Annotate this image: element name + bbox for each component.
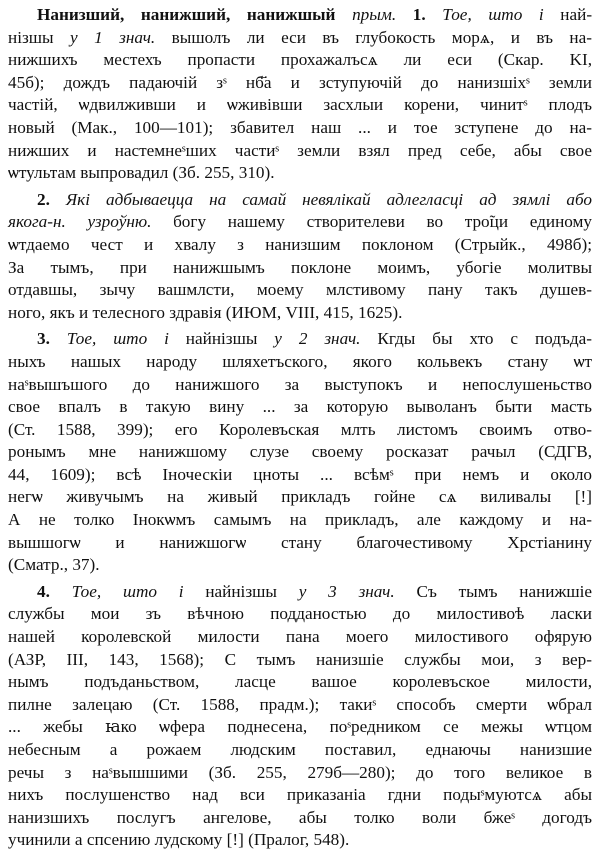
text-line [8,211,592,234]
text-line [8,626,592,649]
text-run: Съ тымъ нанижшіе [394,581,593,601]
text-run: наˢвышъшого до нанижшого за выступокъ и непослушеньство [8,374,592,394]
text-line [8,509,592,532]
text-line [8,189,592,212]
italic-gloss: у 3 знач. [276,581,395,601]
text-line [8,72,592,95]
italic-gloss: прым. [352,5,397,24]
text-line [8,807,592,830]
text-run [50,329,67,348]
text-line [8,302,592,325]
text-run: речы з наˢвышшими (Зб. 255, 279б—280); до того великое в [8,762,592,782]
text-run: найнізшы [183,581,277,601]
text-run: ѡтдаемо чест и хвалу з нанизшим поклоном (Стрыйк., 498б); [8,234,592,254]
text-line [8,162,592,185]
text-run: нізшы [8,27,54,47]
sense-number: 2. [37,189,50,209]
text-run: Кгды бы хто с подъда- [360,329,592,349]
headword: Нанизший, нанижший, нанижшый [37,5,336,24]
text-run [335,5,352,24]
text-line [8,328,592,351]
text-line [8,762,592,785]
text-run: (Сматр., 37). [8,555,100,575]
text-line [8,581,592,604]
text-line [8,441,592,464]
text-run: свое впалъ в такую вину ... за которую выволанъ быти масть [8,397,592,417]
italic-gloss: Тое, што і [66,329,169,349]
text-run: (Ст. 1588, 399); его Королевъская млть листомъ своимъ отво- [8,419,592,439]
text-run: вышолъ ли еси въ глубокость морѧ, и въ на- [155,27,592,47]
text-line [8,257,592,280]
text-line [8,532,592,555]
text-run [396,5,413,24]
text-run: 45б); дождъ падаючій зˢ нб҃а и зступуючій до нанизшіхˢ земли [8,72,592,92]
text-line [8,94,592,117]
text-line [8,396,592,419]
text-line [8,117,592,140]
italic-gloss: Які адбываецца на самай невялікай адлегласці ад зямлі або [65,189,593,209]
text-line [8,27,592,50]
text-run: 44, 1609); всѣ Іноческіи цноты ... всѣмˢ при немъ и около [8,464,592,484]
dictionary-sense-4 [8,581,592,852]
text-run: (АЗР, III, 143, 1568); С тымъ нанизшіе службы мои, з вер- [8,649,592,669]
text-run: пилне залецаю (Ст. 1588, прадм.); такиˢ способъ смерти ѡбрал [8,694,592,714]
text-run: богу нашему створителеви во тро̃ци единому [151,212,592,232]
italic-gloss: Тое, што і [442,5,544,24]
dictionary-sense-1 [8,4,592,185]
italic-gloss: Тое, што і [71,581,184,601]
text-run: ныхъ нашых народу шляхетъского, якого кольвекъ стану ѡт [8,351,592,371]
text-line [8,716,592,739]
text-line [8,464,592,487]
dictionary-sense-3 [8,328,592,577]
text-run: ного, якъ и телесного здравія (ИЮМ, VIII, 415, 1625). [8,302,403,322]
text-line [8,374,592,397]
italic-gloss: у 1 знач. [53,27,156,47]
text-line [8,486,592,509]
text-run: нижшихъ местехъ пропасти прохажалъсѧ ли еси (Скар. KI, [8,50,592,70]
sense-number: 1. [412,5,426,24]
sense-number: 3. [37,329,50,349]
text-run [426,5,443,24]
text-line [8,234,592,257]
text-line [8,784,592,807]
italic-gloss: якога-н. узроўню. [8,212,152,232]
text-line [8,419,592,442]
text-run: новый (Мак., 100—101); збавител наш ... и тое зступене до на- [8,117,592,137]
text-run: За тымъ, при нанижшымъ поклоне моимъ, убогіе молитвы [8,257,592,277]
text-line [8,603,592,626]
text-run: А не толко Інокѡмъ самымъ на прикладъ, але каждому и на- [8,510,592,530]
text-run: най- [543,5,593,24]
text-run: ... жебы ꙗко ѡфера поднесена, поˢредником се межы ѡтцом [8,717,592,737]
text-line [8,671,592,694]
text-line [8,694,592,717]
text-run: небесным а рожаем людским поставил, еднаючы нанизшие [8,740,592,759]
text-run: найнізшы [168,329,258,349]
text-run: ѡтультам выпровадил (Зб. 255, 310). [8,163,275,183]
text-run: учинили а спсению лудскому [!] (Пралог, 548). [8,830,350,850]
text-line [8,351,592,374]
text-run: нижших и настемнеˢших частиˢ земли взял пред себе, абы свое [8,140,592,160]
text-line [8,739,592,762]
text-run [50,190,66,209]
text-line [8,279,592,302]
text-run: нанизшихъ послугъ ангелове, абы толко воли бжеˢ догодъ [8,807,592,827]
text-run: нашей королевской милости пана моего милостивого офярую [8,627,592,647]
text-run [50,582,72,601]
text-line [8,829,592,852]
text-run: частій, ѡдвилживши и ѡживівши засхлыи корени, чинитˢ плодъ [8,95,592,115]
text-run: нихъ послушенство над вси приказаніа гдни подыˢмуютсѧ абы [8,785,592,805]
text-line [8,49,592,72]
text-line [8,140,592,163]
text-run: вышшогѡ и нанижшогѡ стану благочестивому Хрстіанину [8,532,592,552]
text-run: негѡ живучымъ на живый прикладъ гойне сѧ виливалы [!] [8,487,592,507]
text-run: ронымъ мне нанижшому слузе своему росказат рачыл (СДГВ, [8,442,592,462]
text-line [8,4,592,27]
italic-gloss: у 2 знач. [257,329,361,349]
text-line [8,554,592,577]
dictionary-sense-2 [8,189,592,325]
text-run: службы мои зъ вѣчною подданостью до милостивоѣ ласки [8,604,592,624]
text-run: отдавшы, зычу вашмлсти, моему млстивому пану такъ душев- [8,280,592,300]
text-run: нымъ подъданьством, ласце вашое королевъское милости, [8,672,592,692]
sense-number: 4. [37,581,50,601]
text-line [8,649,592,672]
